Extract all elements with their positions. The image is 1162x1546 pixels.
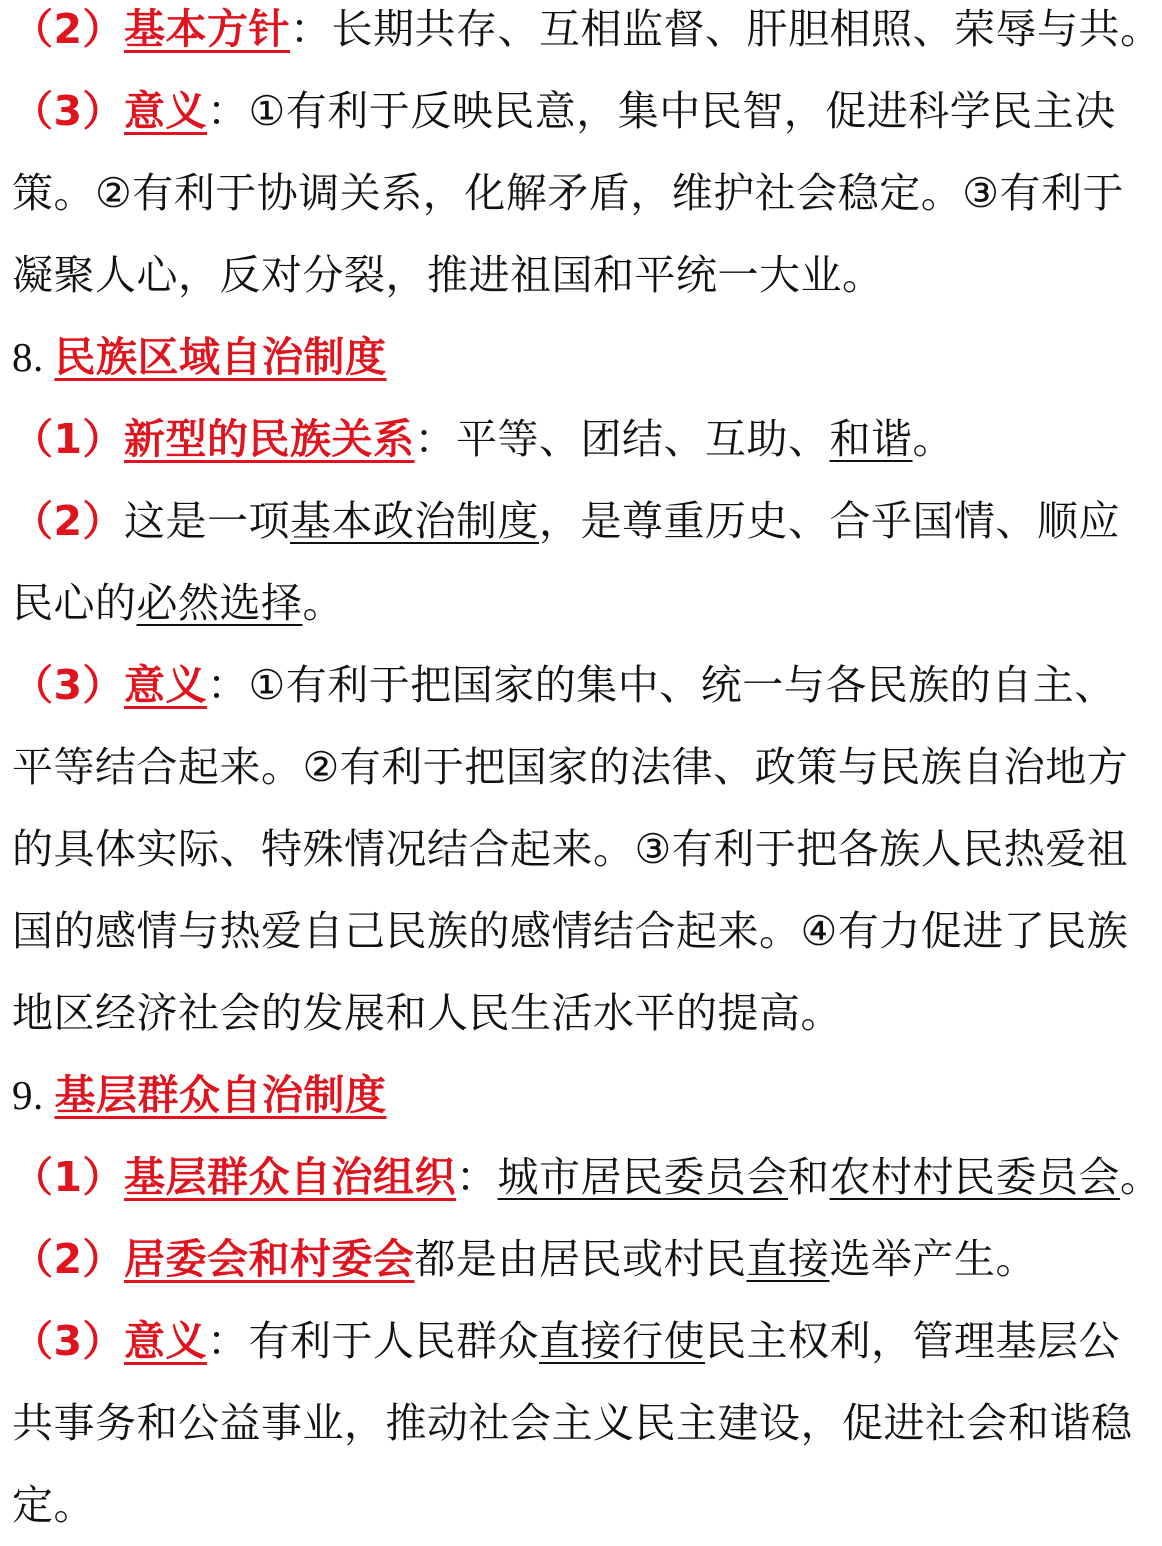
body-text: 平等结合起来。②有利于把国家的法律、政策与民族自治地方	[12, 743, 1129, 791]
key-term: 基层群众自治组织	[124, 1153, 457, 1201]
text-line	[12, 1136, 1162, 1218]
underlined-term: 直接	[746, 1235, 830, 1283]
body-text: ，是尊重历史、合乎国情、顺应	[539, 497, 1121, 545]
body-text: 凝聚人心，反对分裂，推进祖国和平统一大业。	[12, 251, 884, 299]
text-line	[12, 644, 1116, 726]
item-number: （3）	[12, 661, 125, 709]
body-text: 地区经济社会的发展和人民生活水平的提高。	[12, 989, 842, 1037]
body-text: ：有利于人民群众	[207, 1317, 540, 1365]
body-text: ：①有利于反映民意，集中民智，促进科学民主决	[207, 87, 1116, 135]
key-term: 基层群众自治制度	[54, 1071, 387, 1119]
text-line	[12, 152, 1125, 234]
body-text: ：长期共存、互相监督、肝胆相照、荣辱与共。	[290, 5, 1162, 53]
key-term: 新型的民族关系	[124, 415, 415, 463]
text-line	[12, 1218, 1074, 1300]
text-line	[12, 1382, 1133, 1464]
key-term: 居委会和村委会	[124, 1235, 415, 1283]
underlined-term: 和谐	[829, 415, 913, 463]
text-line	[12, 562, 1074, 644]
body-text: 。	[912, 415, 955, 463]
body-text: ：平等、团结、互助、	[414, 415, 830, 463]
text-line	[12, 1300, 1121, 1382]
body-text: ：	[456, 1153, 498, 1201]
underlined-term: 基本政治制度	[290, 497, 540, 545]
text-line	[12, 972, 1074, 1054]
section-number: 9.	[12, 1072, 55, 1118]
body-text: 国的感情与热爱自己民族的感情结合起来。④有力促进了民族	[12, 907, 1129, 955]
item-number: （1）	[12, 1153, 125, 1201]
key-term: 意义	[124, 87, 208, 135]
key-term: 民族区域自治制度	[54, 333, 387, 381]
body-text: 这是一项	[124, 497, 291, 545]
text-line	[12, 0, 1162, 70]
section-heading	[12, 316, 1074, 398]
body-text: ：①有利于把国家的集中、统一与各民族的自主、	[207, 661, 1116, 709]
body-text: 选举产生。	[829, 1235, 1038, 1283]
underlined-term: 必然选择	[136, 579, 303, 627]
key-term: 基本方针	[124, 5, 291, 53]
text-line	[12, 398, 1074, 480]
body-text: 民心的	[12, 579, 137, 627]
underlined-term: 城市居民委员会	[497, 1153, 789, 1201]
body-text: 的具体实际、特殊情况结合起来。③有利于把各族人民热爱祖	[12, 825, 1129, 873]
key-term: 意义	[124, 1317, 208, 1365]
item-number: （2）	[12, 497, 125, 545]
body-text: 。	[1120, 1153, 1162, 1201]
text-line	[12, 808, 1129, 890]
text-line	[12, 726, 1129, 808]
body-text: 定。	[12, 1481, 95, 1529]
item-number: （2）	[12, 1235, 125, 1283]
item-number: （3）	[12, 87, 125, 135]
section-heading	[12, 1054, 1074, 1136]
text-line	[12, 70, 1116, 152]
item-number: （1）	[12, 415, 125, 463]
underlined-term: 直接行使	[539, 1317, 706, 1365]
item-number: （3）	[12, 1317, 125, 1365]
body-text: 和	[788, 1153, 830, 1201]
section-number: 8.	[12, 334, 55, 380]
text-line	[12, 1464, 1074, 1546]
text-line	[12, 234, 1074, 316]
body-text: 。	[302, 579, 344, 627]
item-number: （2）	[12, 5, 125, 53]
body-text: 都是由居民或村民	[414, 1235, 747, 1283]
text-line	[12, 890, 1129, 972]
key-term: 意义	[124, 661, 208, 709]
text-line	[12, 480, 1121, 562]
body-text: 策。②有利于协调关系，化解矛盾，维护社会稳定。③有利于	[12, 169, 1125, 217]
body-text: 民主权利，管理基层公	[705, 1317, 1121, 1365]
underlined-term: 农村村民委员会	[829, 1153, 1121, 1201]
body-text: 共事务和公益事业，推动社会主义民主建设，促进社会和谐稳	[12, 1399, 1133, 1447]
